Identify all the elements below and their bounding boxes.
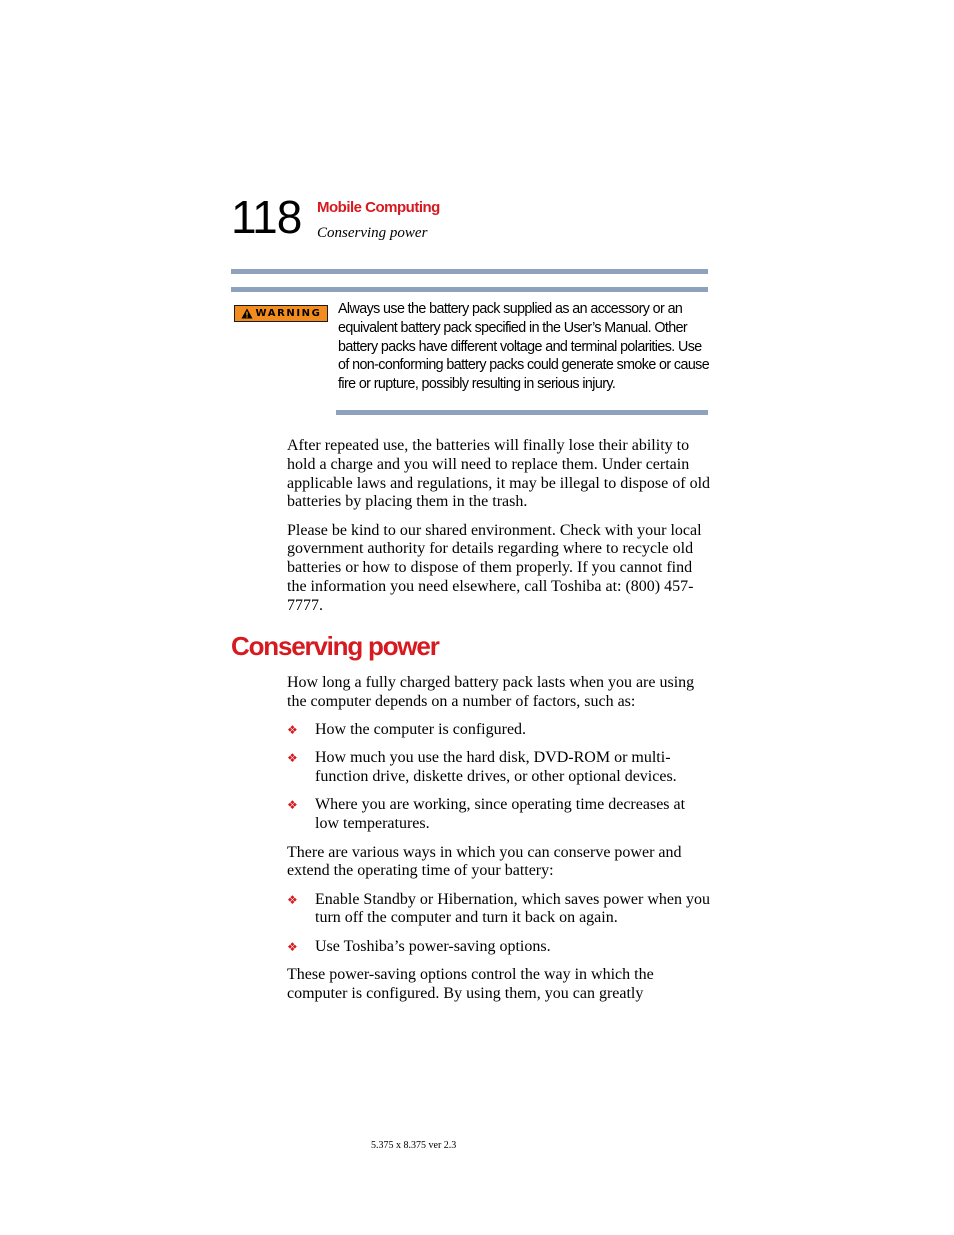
section-lead: How long a fully charged battery pack lasts when you are using the computer depends on a number of factors, such as:: [287, 674, 695, 710]
warning-top-rule: [231, 287, 708, 292]
bullet-icon: ❖: [287, 939, 298, 954]
list-item-text: Enable Standby or Hibernation, which saves power when you turn off the computer and turn it back on again.: [315, 890, 711, 927]
warning-badge: [234, 305, 328, 322]
list-item: [287, 721, 712, 740]
section-title: Mobile Computing: [317, 199, 440, 216]
ways-intro: There are various ways in which you can conserve power and extend the operating time of your battery:: [287, 843, 682, 880]
ways-list: [287, 891, 712, 957]
bullet-icon: ❖: [287, 751, 298, 766]
page-number: 118: [231, 191, 302, 243]
list-item-text: How the computer is configured.: [315, 721, 527, 739]
bullet-icon: ❖: [287, 798, 298, 813]
intro-body: [287, 437, 712, 625]
bullet-icon: ❖: [287, 892, 298, 907]
list-item: [287, 749, 712, 787]
section-subtitle: Conserving power: [317, 225, 428, 241]
section-heading: Conserving power: [231, 631, 439, 661]
list-item: [287, 938, 712, 957]
header-rule: [231, 269, 708, 274]
section-body: [287, 674, 712, 1013]
list-item-text: Where you are working, since operating time decreases at low temperatures.: [315, 796, 686, 833]
list-item-text: How much you use the hard disk, DVD-ROM or multi-function drive, diskette drives, or other optional devices.: [315, 749, 677, 786]
warning-bottom-rule: [336, 410, 708, 415]
warning-text: Always use the battery pack supplied as an accessory or an equivalent battery pack specified in the User’s Manual. Other battery packs have different voltage and terminal polarities. Use of non-conforming battery packs could generate smoke or cause fire or rupture, possibly resulting in serious injury.: [338, 301, 710, 393]
list-item: [287, 891, 712, 929]
list-item: [287, 796, 712, 834]
warning-label: WARNING: [255, 307, 322, 319]
closing-paragraph: These power-saving options control the way in which the computer is configured. By using them, you can greatly: [287, 966, 654, 1002]
footer-version: 5.375 x 8.375 ver 2.3: [371, 1140, 457, 1151]
factor-list: [287, 721, 712, 834]
intro-paragraph: After repeated use, the batteries will finally lose their ability to hold a charge and you will need to replace them. Under certain applicable laws and regulations, it may be illegal to dispose of old batteries by placing them in the trash.: [287, 437, 711, 511]
warning-triangle-icon: [241, 308, 253, 319]
list-item-text: Use Toshiba’s power-saving options.: [315, 937, 551, 955]
intro-paragraph: Please be kind to our shared environment. Check with your local government authority for details regarding where to recycle old batteries or how to dispose of them properly. If you cannot find the information you need elsewhere, call Toshiba at: (800) 457-7777.: [287, 521, 702, 614]
bullet-icon: ❖: [287, 723, 298, 738]
